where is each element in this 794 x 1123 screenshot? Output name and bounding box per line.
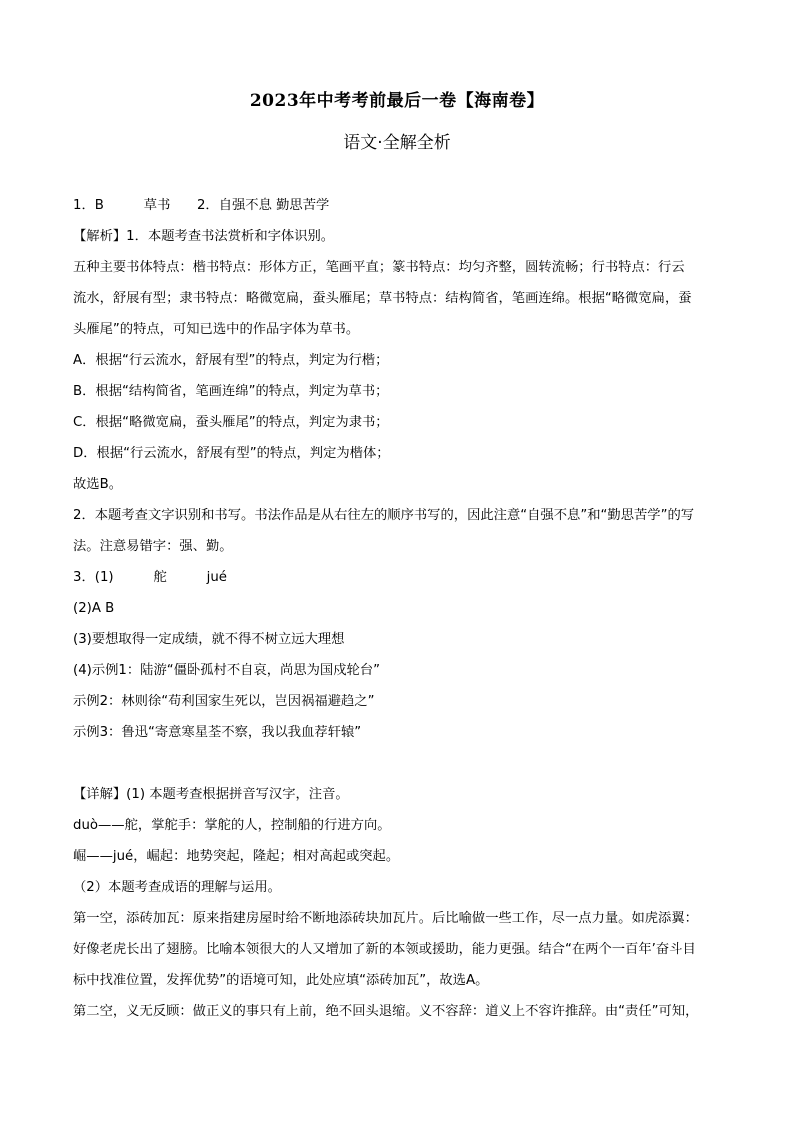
analysis-heading: 【解析】1．本题考查书法赏析和字体识别。 <box>73 229 335 244</box>
detail-line: 标中找准位置，发挥优势”的语境可知，此处应填“添砖加瓦”，故选A。 <box>73 973 489 988</box>
detail-line: 好像老虎长出了翅膀。比喻本领很大的人又增加了新的本领或援助，能力更强。结合“在两个一百年’奋斗目 <box>73 942 696 957</box>
option-c-line: C．根据“略微宽扁，蚕头雁尾”的特点，判定为隶书； <box>73 415 389 430</box>
question-2-analysis-line: 2．本题考查文字识别和书写。书法作品是从右往左的顺序书写的，因此注意“自强不息”和“勤思苦学”的写 <box>73 508 695 523</box>
answer-3-3-line: (3)要想取得一定成绩，就不得不树立远大理想 <box>73 632 345 647</box>
blank-line <box>73 748 727 779</box>
question-2-analysis-line: 法。注意易错字：强、勤。 <box>73 539 233 554</box>
option-a-line: A．根据“行云流水，舒展有型”的特点，判定为行楷； <box>73 353 389 368</box>
answer-analysis-body <box>73 190 727 1027</box>
answer-3-4-example-1: (4)示例1：陆游“僵卧孤村不自哀，尚思为国戍轮台” <box>73 663 381 678</box>
detail-line: （2）本题考查成语的理解与运用。 <box>73 880 281 895</box>
detail-line: 第二空，义无反顾：做正义的事只有上前，绝不回头退缩。义不容辞：道义上不容许推辞。由“责任”可知， <box>73 1004 699 1019</box>
option-b-line: B．根据“结构简省，笔画连绵”的特点，判定为草书； <box>73 384 389 399</box>
detail-line: 第一空，添砖加瓦：原来指建房屋时给不断地添砖块加瓦片。后比喻做一些工作，尽一点力量。如虎添翼： <box>73 911 698 926</box>
detail-line: duò——舵，掌舵手：掌舵的人，控制船的行进方向。 <box>73 818 391 833</box>
answer-line-1-2: 1．B 草书 2．自强不息 勤思苦学 <box>73 198 330 213</box>
choose-b-line: 故选B。 <box>73 477 123 492</box>
answer-3-2-line: (2)A B <box>73 601 115 616</box>
option-d-line: D．根据“行云流水，舒展有型”的特点，判定为楷体； <box>73 446 390 461</box>
page-subtitle: 语文·全解全析 <box>343 133 451 153</box>
analysis-paragraph-line: 五种主要书体特点：楷书特点：形体方正，笔画平直；篆书特点：均匀齐整，圆转流畅；行书特点：行云 <box>73 260 685 275</box>
answer-3-4-example-3: 示例3：鲁迅“寄意寒星荃不察，我以我血荐轩辕” <box>73 725 362 740</box>
detail-heading: 【详解】(1) 本题考查根据拼音写汉字，注音。 <box>73 787 349 802</box>
analysis-paragraph-line: 流水，舒展有型；隶书特点：略微宽扁，蚕头雁尾；草书特点：结构简省，笔画连绵。根据“略微宽扁，蚕 <box>73 291 692 306</box>
page-title: 2023年中考考前最后一卷【海南卷】 <box>249 91 545 111</box>
detail-line: 崛——jué，崛起：地势突起，隆起；相对高起或突起。 <box>73 849 400 864</box>
answer-3-line: 3．(1) 舵 jué <box>73 570 227 585</box>
answer-3-4-example-2: 示例2：林则徐“苟利国家生死以，岂因祸福避趋之” <box>73 694 375 709</box>
analysis-paragraph-line: 头雁尾”的特点，可知已选中的作品字体为草书。 <box>73 322 360 337</box>
